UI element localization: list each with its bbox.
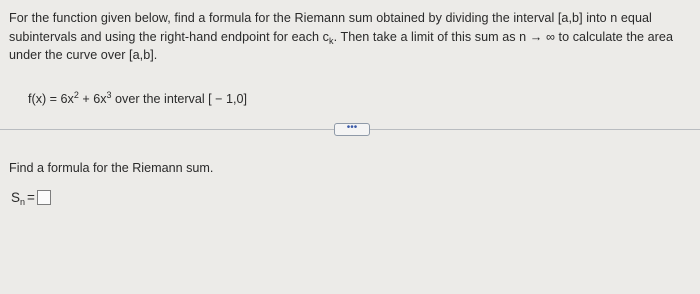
expand-more-button[interactable]: ••• — [334, 123, 370, 136]
equals-sign: = — [27, 190, 35, 205]
instructions-text: For the function given below, find a formula for the Riemann sum obtained by dividing the interval [a,b] into n equal subintervals and using the right-hand endpoint for each — [9, 11, 652, 44]
problem-instructions — [9, 9, 693, 65]
question-text: Find a formula for the Riemann sum. — [9, 161, 214, 175]
instructions-text-end: . Then take a limit of this sum as n → ∞ to calculate the area under the curve over [a,b]. — [9, 29, 674, 62]
sn-label: $S_n$ — [11, 190, 26, 207]
function-formula: $f(x) = 6x^2 + 6x^3$ over the interval [ − 1,0] — [28, 90, 247, 106]
ck-symbol: $c_k$ — [322, 29, 334, 46]
answer-input[interactable] — [37, 190, 51, 205]
answer-row — [11, 190, 51, 205]
